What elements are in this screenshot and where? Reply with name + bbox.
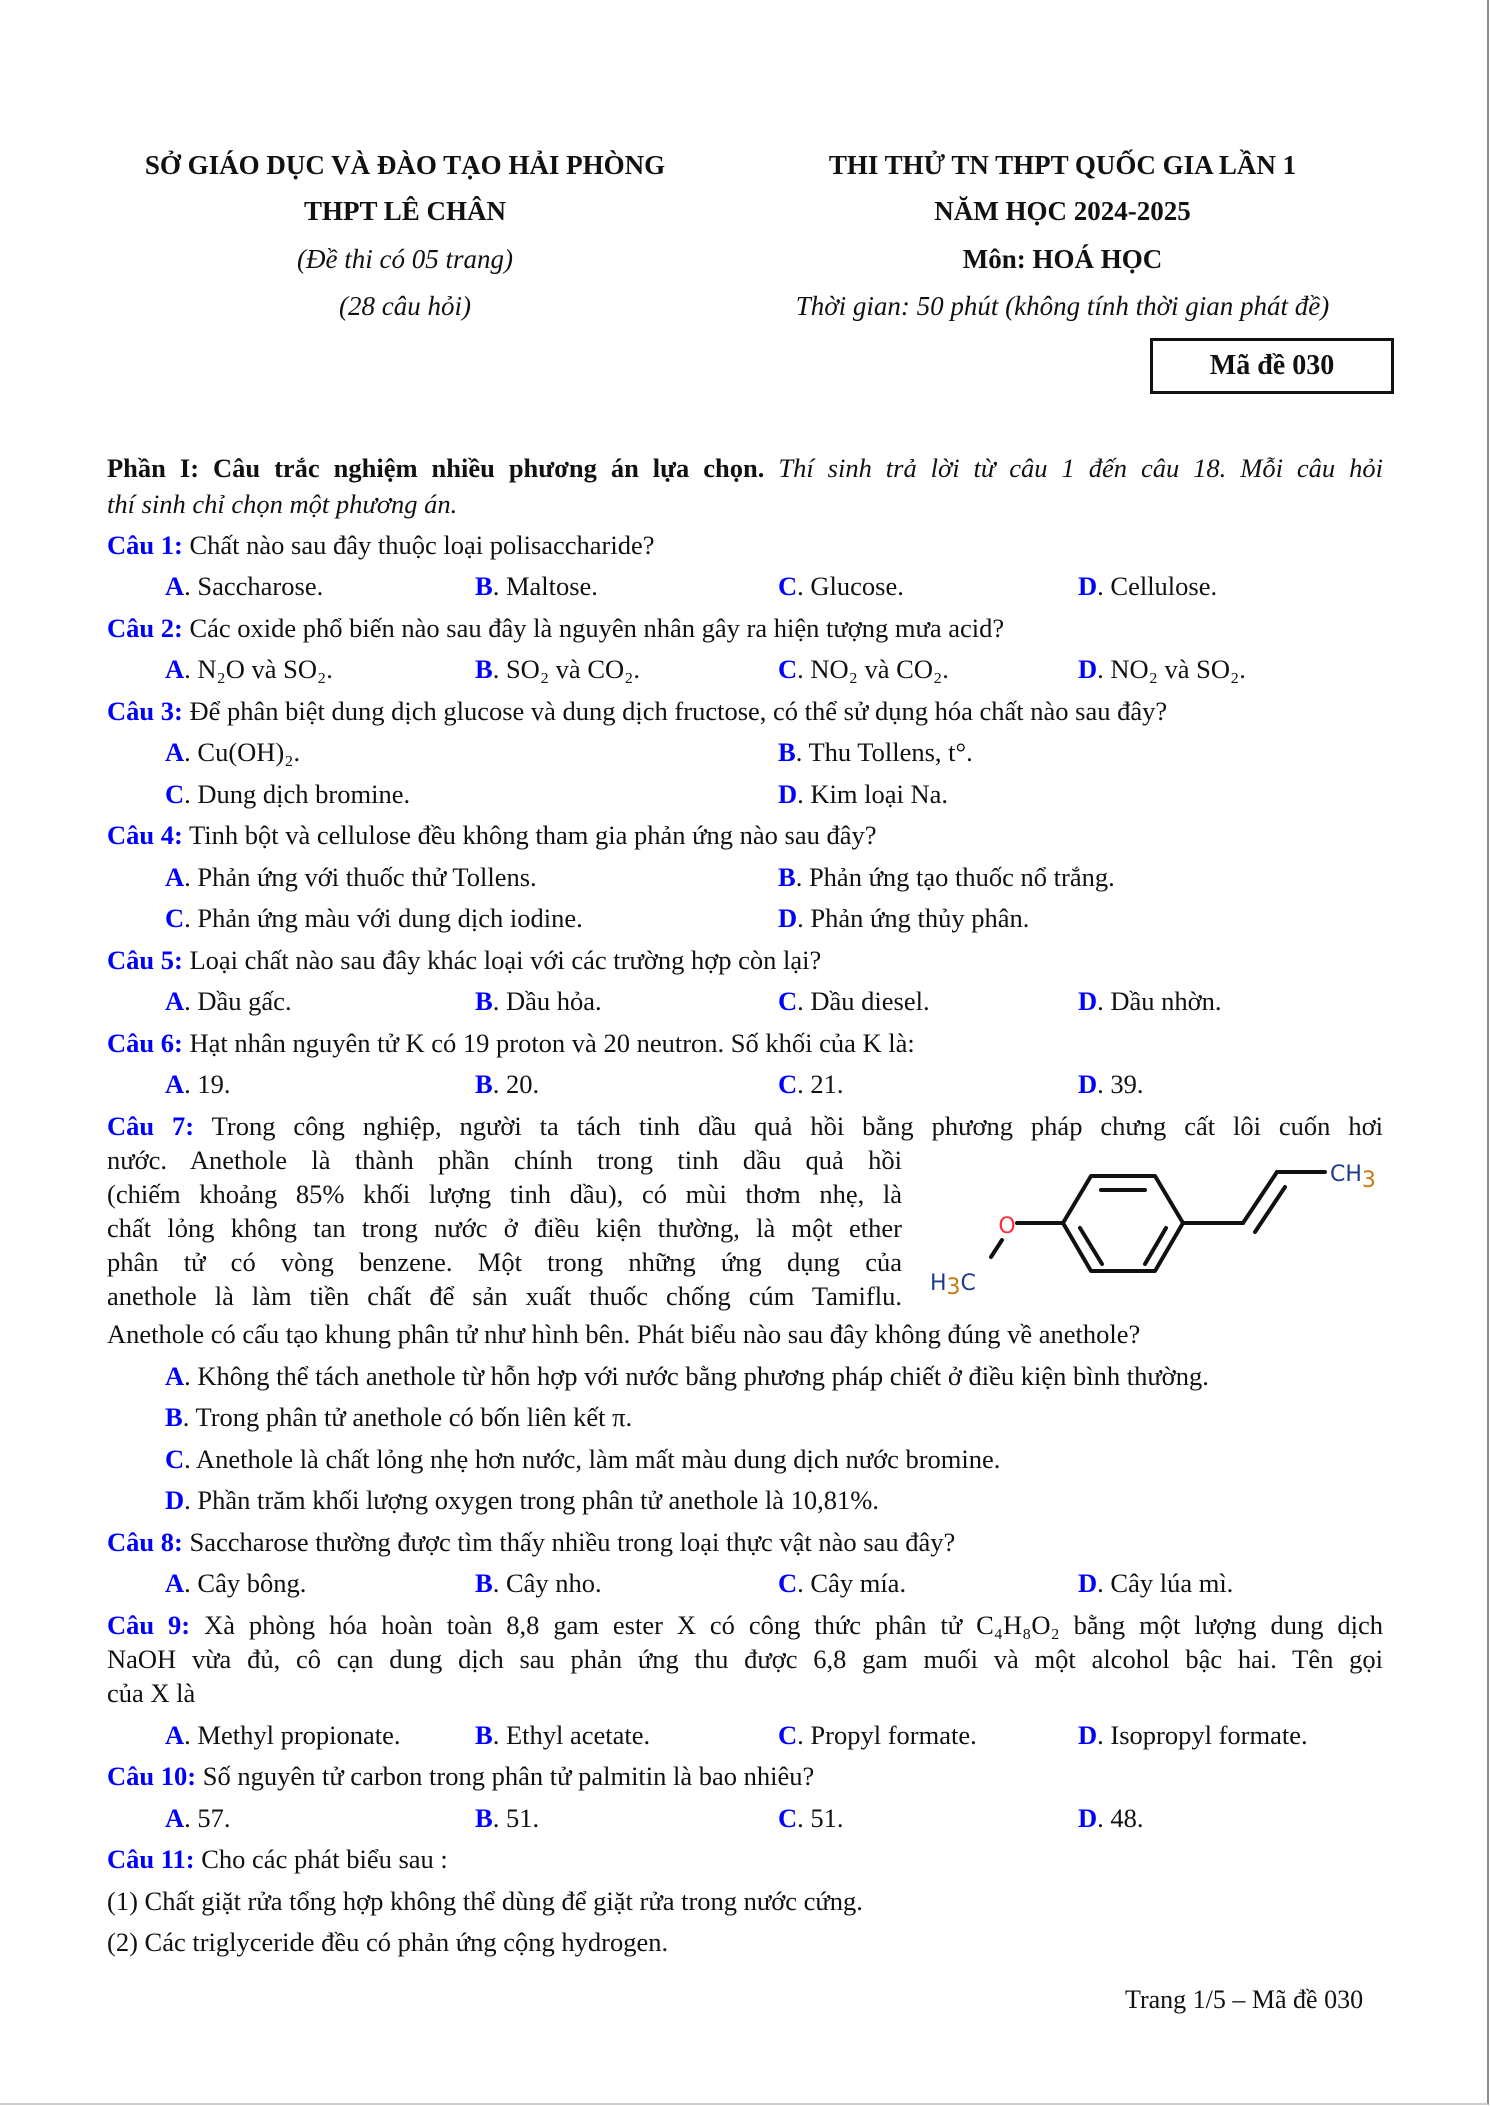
option-b[interactable]: B. Phản ứng tạo thuốc nổ trắng.: [778, 862, 1115, 892]
question-text: Loại chất nào sau đây khác loại với các trường hợp còn lại?: [189, 945, 822, 975]
question-label: Câu 6:: [107, 1028, 183, 1058]
question-text-line: anethole là làm tiền chất để sản xuất thuốc chống cúm Tamiflu.: [107, 1281, 902, 1311]
option-c[interactable]: C. 51.: [778, 1803, 844, 1833]
question-label: Câu 10:: [107, 1761, 197, 1791]
option-d[interactable]: D. 39.: [1078, 1069, 1144, 1099]
option-d[interactable]: D. Cellulose.: [1078, 571, 1218, 601]
question-text-line: phân tử có vòng benzene. Một trong những ứng dụng của: [107, 1247, 902, 1277]
question-9: [107, 1609, 1383, 1641]
school-name: THPT LÊ CHÂN: [303, 196, 507, 226]
question-label: Câu 8:: [107, 1527, 183, 1557]
statement-2: (2) Các triglyceride đều có phản ứng cộng hydrogen.: [107, 1927, 669, 1957]
questions-note: (28 câu hỏi): [339, 291, 471, 321]
statement-1: (1) Chất giặt rửa tổng hợp không thể dùng để giặt rửa trong nước cứng.: [107, 1886, 863, 1916]
question-text: Saccharose thường được tìm thấy nhiều trong loại thực vật nào sau đây?: [189, 1527, 956, 1557]
section-instruction-2: thí sinh chỉ chọn một phương án.: [107, 489, 458, 519]
pages-note: (Đề thi có 05 trang): [297, 244, 513, 274]
option-c[interactable]: C. Dầu diesel.: [778, 986, 930, 1016]
question-label: Câu 3:: [107, 696, 183, 726]
question-text: Số nguyên tử carbon trong phân tử palmitin là bao nhiêu?: [202, 1761, 815, 1791]
question-10: [107, 1760, 814, 1792]
question-7: [107, 1110, 1383, 1142]
school-year: NĂM HỌC 2024-2025: [934, 196, 1191, 226]
question-label: Câu 7:: [107, 1111, 195, 1141]
option-c[interactable]: C. Dung dịch bromine.: [165, 779, 411, 809]
question-5: [107, 944, 821, 976]
subject: Môn: HOÁ HỌC: [962, 244, 1163, 274]
option-a[interactable]: A. 57.: [165, 1803, 231, 1833]
question-6: [107, 1027, 915, 1059]
option-d[interactable]: D. Cây lúa mì.: [1078, 1568, 1234, 1598]
option-b[interactable]: B. SO₂ và CO₂.: [475, 654, 640, 684]
option-d[interactable]: D. Dầu nhờn.: [1078, 986, 1222, 1016]
question-label: Câu 4:: [107, 820, 183, 850]
question-text-line: chất lỏng không tan trong nước ở điều kiện thường, là một ether: [107, 1213, 902, 1243]
option-d[interactable]: D. Kim loại Na.: [778, 779, 949, 809]
option-d[interactable]: D. NO₂ và SO₂.: [1078, 654, 1246, 684]
option-b[interactable]: B. Trong phân tử anethole có bốn liên kết π.: [165, 1402, 633, 1432]
time-note: Thời gian: 50 phút (không tính thời gian phát đề): [795, 291, 1330, 321]
question-label: Câu 2:: [107, 613, 183, 643]
option-a[interactable]: A. Methyl propionate.: [165, 1720, 401, 1750]
option-b[interactable]: B. Maltose.: [475, 571, 598, 601]
question-text-line: Trong công nghiệp, người ta tách tinh dầu quả hồi bằng phương pháp chưng cất lôi cuốn hơi: [211, 1111, 1383, 1141]
h3c-label: H3C: [930, 1271, 976, 1300]
question-text: Tinh bột và cellulose đều không tham gia phản ứng nào sau đây?: [188, 820, 877, 850]
question-label: Câu 11:: [107, 1844, 195, 1874]
question-text: Cho các phát biểu sau :: [201, 1844, 448, 1874]
question-text-line: NaOH vừa đủ, cô cạn dung dịch sau phản ứng thu được 6,8 gam muối và một alcohol bậc hai. Tên gọi: [107, 1644, 1383, 1674]
option-c[interactable]: C. Cây mía.: [778, 1568, 907, 1598]
section-title: Phần I: Câu trắc nghiệm nhiều phương án lựa chọn.: [107, 453, 765, 483]
question-text: Để phân biệt dung dịch glucose và dung dịch fructose, có thể sử dụng hóa chất nào sau đây?: [189, 696, 1168, 726]
question-3: [107, 695, 1167, 727]
chain-double-bond-inner: [1255, 1187, 1285, 1232]
section-instruction-1: Thí sinh trả lời từ câu 1 đến câu 18. Mỗi câu hỏi: [778, 453, 1384, 483]
question-11: [107, 1843, 448, 1875]
oxygen-atom-label: O: [998, 1214, 1016, 1239]
option-c[interactable]: C. 21.: [778, 1069, 844, 1099]
question-label: Câu 9:: [107, 1610, 191, 1640]
question-text-line: nước. Anethole là thành phần chính trong tinh dầu quả hồi: [107, 1145, 902, 1175]
question-text: Các oxide phổ biến nào sau đây là nguyên nhân gây ra hiện tượng mưa acid?: [189, 613, 1005, 643]
option-c[interactable]: C. Phản ứng màu với dung dịch iodine.: [165, 903, 583, 933]
option-a[interactable]: A. Cây bông.: [165, 1568, 307, 1598]
option-d[interactable]: D. Isopropyl formate.: [1078, 1720, 1308, 1750]
option-d[interactable]: D. 48.: [1078, 1803, 1144, 1833]
option-c[interactable]: C. Anethole là chất lỏng nhẹ hơn nước, làm mất màu dung dịch nước bromine.: [165, 1444, 1001, 1474]
page-footer: Trang 1/5 – Mã đề 030: [1125, 1985, 1364, 2014]
option-c[interactable]: C. Propyl formate.: [778, 1720, 977, 1750]
department-name: SỞ GIÁO DỤC VÀ ĐÀO TẠO HẢI PHÒNG: [144, 150, 666, 180]
option-a[interactable]: A. 19.: [165, 1069, 231, 1099]
option-b[interactable]: B. 51.: [475, 1803, 540, 1833]
option-a[interactable]: A. Phản ứng với thuốc thử Tollens.: [165, 862, 537, 892]
question-2: [107, 612, 1004, 644]
option-a[interactable]: A. Cu(OH)₂.: [165, 737, 301, 767]
question-label: Câu 5:: [107, 945, 183, 975]
question-label: Câu 1:: [107, 530, 183, 560]
option-c[interactable]: C. NO₂ và CO₂.: [778, 654, 949, 684]
option-d[interactable]: D. Phản ứng thủy phân.: [778, 903, 1030, 933]
question-text-line: Xà phòng hóa hoàn toàn 8,8 gam ester X có công thức phân tử C₄H₈O₂ bằng một lượng dung dịch: [204, 1610, 1384, 1640]
exam-code: Mã đề 030: [1209, 350, 1335, 381]
question-text-line: (chiếm khoảng 85% khối lượng tinh dầu), có mùi thơm nhẹ, là: [107, 1179, 902, 1209]
question-4: [107, 819, 877, 851]
option-b[interactable]: B. Cây nho.: [475, 1568, 602, 1598]
option-d[interactable]: D. Phần trăm khối lượng oxygen trong phân tử anethole là 10,81%.: [165, 1485, 879, 1515]
option-b[interactable]: B. Thu Tollens, t°.: [778, 737, 973, 767]
option-c[interactable]: C. Glucose.: [778, 571, 904, 601]
question-text: Hạt nhân nguyên tử K có 19 proton và 20 neutron. Số khối của K là:: [189, 1028, 915, 1058]
option-b[interactable]: B. Ethyl acetate.: [475, 1720, 651, 1750]
question-1: [107, 529, 655, 561]
question-8: [107, 1526, 955, 1558]
exam-title: THI THỬ TN THPT QUỐC GIA LẦN 1: [828, 150, 1297, 180]
ch3-label: CH3: [1330, 1162, 1376, 1193]
option-b[interactable]: B. Dầu hỏa.: [475, 986, 602, 1016]
question-text-line: Anethole có cấu tạo khung phân tử như hình bên. Phát biểu nào sau đây không đúng về anethole?: [107, 1319, 1141, 1349]
option-a[interactable]: A. N₂O và SO₂.: [165, 654, 333, 684]
option-b[interactable]: B. 20.: [475, 1069, 540, 1099]
o-methyl-bond: [991, 1240, 1002, 1257]
anethole-structure: [905, 1160, 1395, 1320]
question-text: Chất nào sau đây thuộc loại polisaccharide?: [189, 530, 655, 560]
option-a[interactable]: A. Không thể tách anethole từ hỗn hợp với nước bằng phương pháp chiết ở điều kiện bình thường.: [165, 1361, 1209, 1391]
chain-double-bond: [1243, 1172, 1277, 1223]
question-text-line: của X là: [107, 1678, 196, 1708]
option-a[interactable]: A. Saccharose.: [165, 571, 324, 601]
exam-code-box: [1150, 338, 1394, 394]
option-a[interactable]: A. Dầu gấc.: [165, 986, 292, 1016]
section-heading: [107, 452, 1383, 484]
